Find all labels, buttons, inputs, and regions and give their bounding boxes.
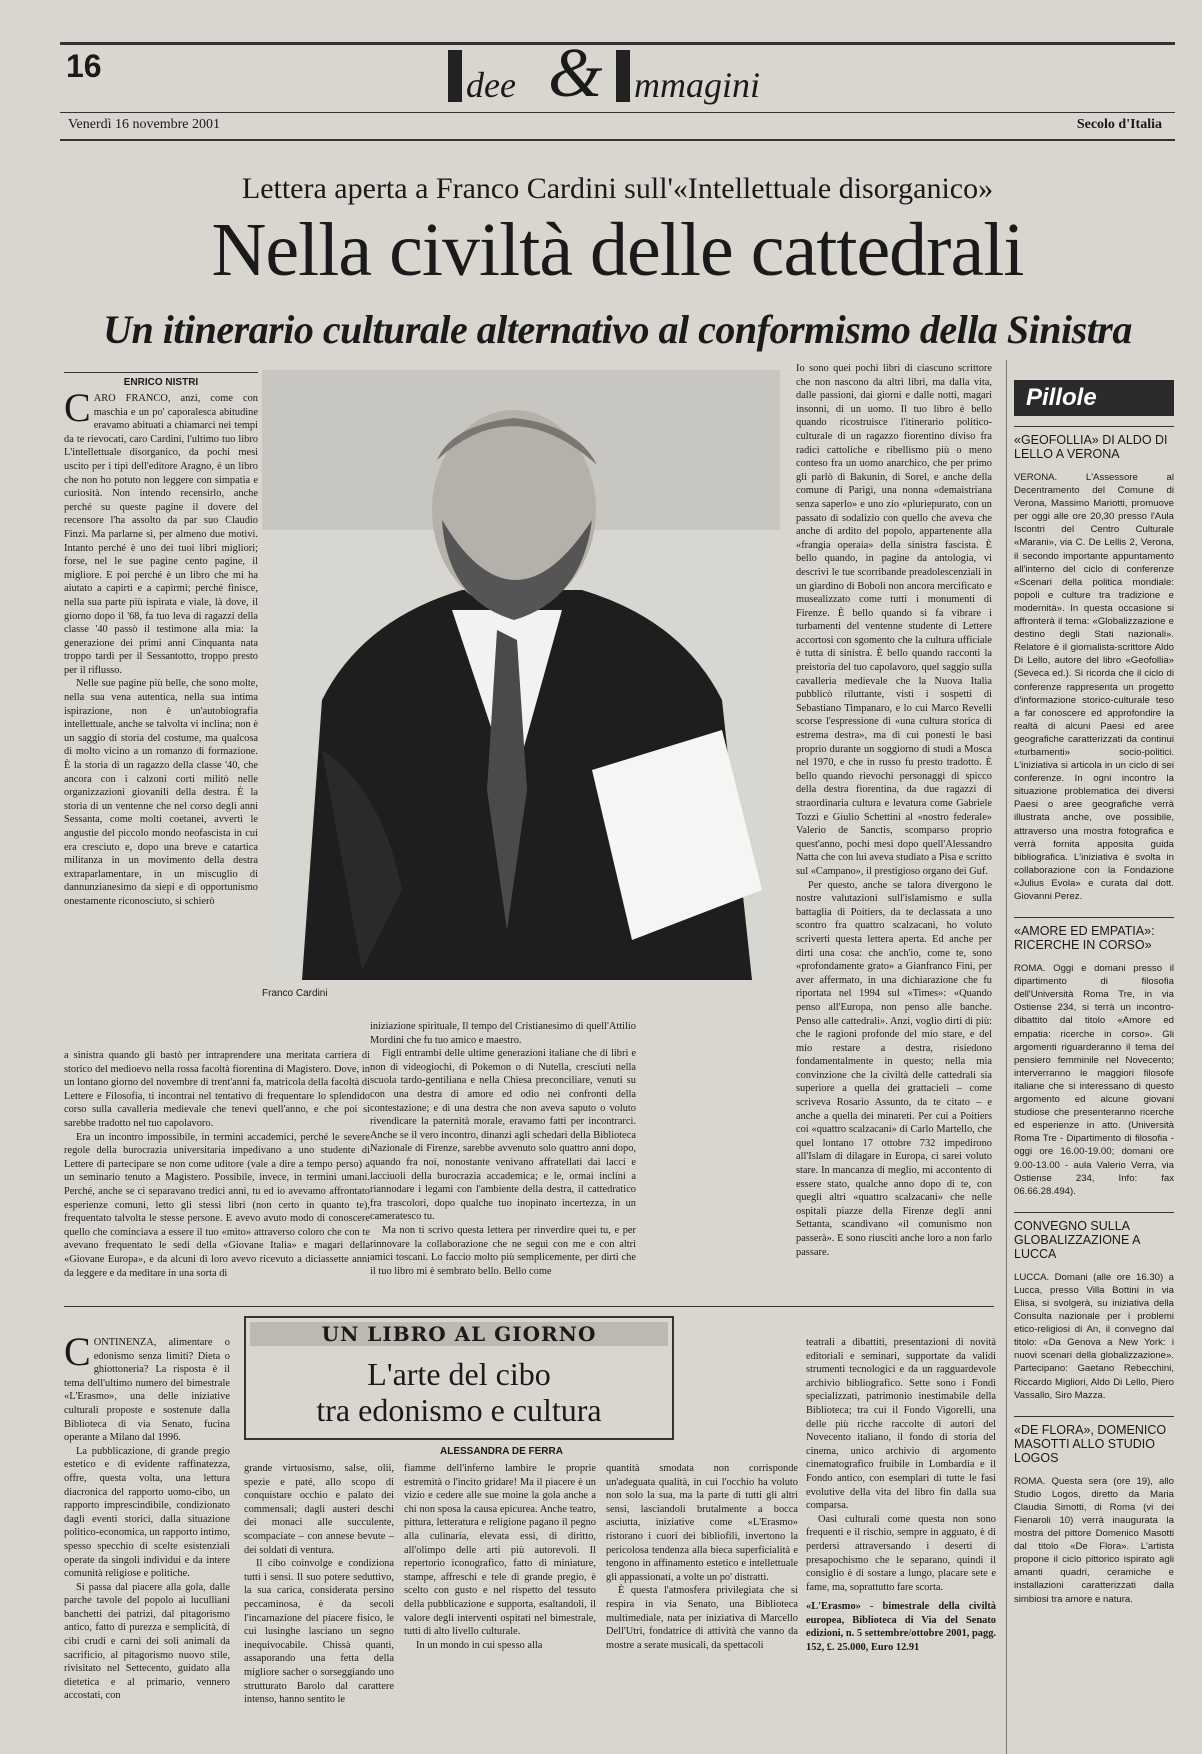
paragraph: iniziazione spirituale, Il tempo del Cristianesimo di quell'Attilio Mordini che fu tuo amico e maestro. [370, 1021, 636, 1046]
paragraph: Io sono quei pochi libri di ciascuno scrittore che non nascono da altri libri, ma dalla vita, dalle passioni, dai giorni e dalle notti, magari insonni, di un uomo. Il tuo libro è bello quando ricostruisce l'itinerario politico-culturale di un ragazzo fiorentino diviso fra radici cattoliche e ribellismo più o meno conteso fra un uomo anarchico, che per primo gli parlò di Bakunin, di Sorel, e anche della comune di Parigi, una nonna «demaistriana senza saperlo» e uno zio «pluriepurato, con un passato di sodalizio con quello che aveva che anche di ardito del popolo, appartenente alla «frangia operaia» della sinistra fascista. È bello quando, in pagine da antologia, vi descrivi le tue scorribande preadolescenziali in un giardino di Boboli non ancora mercificato e musealizzato come tutti i monumenti di Firenze. È bello quando si fa vibrare i turbamenti del ventenne studente di Lettere accortosi con sgomento che la cultura ufficiale è tutta di sinistra. È bello quando racconti la preistoria del tuo capolavoro, quel saggio sulla cavalleria medievale che la Nuova Italia pubblicò riluttante, visti i sospetti di Sebastiano Timpanaro, e lo cui Marco Revelli scorse l'espressione di «una cultura storica di estrema destra», ma di cui ponesti le basi proprio durante un soggiorno di studi a Mosca nel 1970, e che in russo fu presto tradotto. È bello quando rievochi personaggi di spicco della destra fiorentina, da due ragazzi di straordinaria cultura e levatura come Gabriele Tozzi e Giulio Schettini al «nostro federale» Valerio de Sanctis, scomparso proprio quest'anno, pochi mesi dopo quell'Alessandro Natta che con lui aveva studiato a Pisa e scritto sul «Campano», il prestigioso organo dei Guf. [796, 363, 992, 877]
photo-franco-cardini [262, 370, 780, 980]
book-banner: UN LIBRO AL GIORNO [250, 1322, 668, 1346]
article-author: ENRICO NISTRI [123, 377, 199, 388]
paragraph: Oasi culturali come questa non sono frequenti e il rischio, sempre in agguato, è di perdersi attraversando i deserti di presapochismo che le separano, quindi il consiglio è di sostare a lungo, placare sete e fame, ma, soprattutto fare scorta. [806, 1513, 996, 1593]
paragraph: Nelle sue pagine più belle, che sono molte, nella sua vena autentica, nella sua intima ispirazione, non è un'autobiografia intellettuale, anche se talvolta vi inclina; non è un saggio di storia del costume, ma qualcosa di molto vicino a un romanzo di formazione. È la storia di un ragazzo della classe '40, che ancora con i calzoni corti militò nelle organizzazioni giovanili della destra. È la storia di un ventenne che nel corso degli anni Sessanta, come molti coetanei, avvertì le angustie del piccolo mondo neofascista in cui era cresciuto e, dopo una breve e catartica militanza in un movimento della destra extraparlamentare, in un miscuglio di dannunzianesimo da siepi e di opportunismo onestamente riconosciuto, si schierò [64, 678, 258, 907]
article-col-3 [796, 362, 992, 1294]
paragraph: Figli entrambi delle ultime generazioni italiane che di libri e non di videogiochi, di Pokemon o di Nutella, cresciuti nella scuola tardo-gentiliana e nella Chiesa preconciliare, venuti su con una destra di amore ed odio nei confronti della contestazione; e di una destra che non aveva saputo o voluto rivendicare la paternità morale, eravamo fatti per incontrarci. Anche se il vero incontro, dinanzi agli schedari della Biblioteca Nazionale di Firenze, sarebbe avvenuto solo quattro anni dopo, quando fra noi, nonostante venivano affratellati dai lacci e lacciuoli della burocrazia accademica; e le, ormai inclini a riannodare i legami con l'ambiente della destra, il cattedratico fra trascolori, dopo qualche tuo inopinato incertezza, in un cameratesco tu. [370, 1048, 636, 1223]
paragraph: quantità smodata non corrisponde un'adeguata qualità, in cui l'occhio ha voluto non solo la sua, ma la parte di tutti gli altri sensi, lasciandoli brutalmente a bocca asciutta, iniziative come «L'Erasmo» ristorano i cuori dei bibliofili, invertono la pericolosa tendenza alla bieca superficialità e tengono in affinamento estetico e intellettuale gli appassionati, a volte un po' distratti. [606, 1463, 798, 1583]
headline: Nella civiltà delle cattedrali [211, 208, 1024, 292]
pillola-item [1014, 1416, 1174, 1606]
pillole-list [1014, 426, 1174, 1746]
pillola-title: «AMORE ED EMPATIA»: RICERCHE IN CORSO» [1014, 917, 1174, 952]
paragraph: Si passa dal piacere alla gola, dalle parche tavole del popolo ai luculliani banchetti dei patrizi, dal pitagorismo antico, fatto di purezza e semplicità, di cibi crudi e carni dei soli animali da sacrificio, al pitagorismo nuovo stile, rivisitato nel Settecento, guidato alla dietetica e al primario, vennero accostati, con [64, 1581, 230, 1702]
paragraph: Era un incontro impossibile, in termini accademici, perché le severe regole della burocrazia universitaria impedivano a uno studente di Lettere di partecipare se non come uditore (vale a dire a tempo perso) a un seminario tenuto a Magistero. Possibile, invece, in termini umani. Perché, anche se ci separavano tredici anni, tu ed io avevamo affrontato esperienze comuni, letto gli stessi libri (non certo in quanto te), frequentato talvolta le stesse persone. E avevo avuto modo di conoscere quello che cominciava a essere il tuo «mito» attraverso coloro che con te avevano frequentato le sedi della «Giovane Italia» e magari della «Giovane Europa», e da alcuni di loro avevo ricevuto a diciassette anni da leggere e da meditare in una sorta di [64, 1131, 370, 1279]
paragraph: teatrali a dibattiti, presentazioni di novità editoriali e seminari, supportate da validi strumenti tecnologici e da un ragguardevole archivio bibliografico. Sette sono i Fondi specializzati, patrimonio inestimabile della Biblioteca; tra cui il Fondo Vigorelli, una delle più ricche raccolte di autori del Novecento italiano, il fondo di storia del cinema, unico archivio di argomento cinematografico fruibile in Lombardia e il Fondo antico, con esemplari di tutte le fasi evolutive della vita del libro fin dalla sua comparsa. [806, 1337, 996, 1512]
pillola-item [1014, 917, 1174, 1198]
date-rule-bottom [60, 139, 1175, 141]
article-col-2 [370, 1020, 636, 1294]
dropcap: C [64, 1336, 91, 1374]
article-col-1 [64, 392, 258, 1048]
book-col-5 [806, 1336, 996, 1746]
book-col-1: CONTINENZA, alimentare o edonismo senza limiti? Dieta o ghiottoneria? La risposta è il tema dell'ultimo numero del bimestrale «L'Erasmo», una delle iniziative culturali proposte e sostenute dalla Biblioteca di via Senato, fucina operante a Milano dal 1996. La pubblicazione, di grande pregio estetico e di evidente raffinatezza, offre, questa volta, una lettura diacronica del rapporto uomo-cibo, un rapporto imprescindibile, condizionato dagli eventi storici, dalla situazione politico-economica, un rapporto intimo, spesso specchio di scelte esistenziali operate da singoli individui e da intere comunità religiose e politiche. Si passa dal piacere alla gola, dalle parche tavole del popolo ai luculliani banchetti dei patrizi, dal pitagorismo antico, fatto di purezza e semplicità, di cibi crudi e carni dei soli animali da sacrificio, al pitagorismo nuovo stile, rivisitato nel Settecento, guidato alla dietetica e al primario, vennero accostati, con [64, 1336, 230, 1702]
paragraph: fiamme dell'inferno lambire le proprie estremità o l'incito gridare! Ma il piacere è un vizio e cedere alle sue moine la gola anche a chi non sposa la causa epicurea. Anche teatro, pittura, letteratura e religione pagano il pegno alla culinaria, elevata essi, di diritto, all'olimpo delle arti più autorevoli. Il repertorio iconografico, fatto di miniature, stampe, affreschi e tele di grande pregio, è scelto con gusto e nel rispetto del tessuto della pubblicazione e supporta, esaltandoli, il valore degli interventi ospitati nel bimestrale, tutti di alto livello culturale. [404, 1463, 596, 1638]
section-title [448, 35, 808, 112]
pillola-title: CONVEGNO SULLA GLOBALIZZAZIONE A LUCCA [1014, 1212, 1174, 1261]
pillola-item [1014, 1212, 1174, 1402]
book-footnote: «L'Erasmo» - bimestrale della civiltà europea, Biblioteca di Via del Senato edizioni, n. 5 settembre/ottobre 2001, pagg. 152, £. 25.000, Euro 12.91 [806, 1601, 996, 1654]
section-bar-right [616, 50, 630, 102]
book-col-4 [606, 1462, 798, 1746]
paragraph: Per questo, anche se talora divergono le nostre valutazioni sull'islamismo e sulla battaglia di Poitiers, da te declassata a uno scontro fra quattro scalzacani, ho voluto scriverti questa lettera aperta. Ed anche per dirti una cosa: che anch'io, come te, sono «profondamente grato» a Gianfranco Fini, per aver affermato, in una dichiarazione che fu riportata nel 1994 sul «Times»: «Quando penso all'Europa, non penso alle banche. Penso alle cattedrali». Anzi, voglio dirti di più: che le ragioni profonde del mio stare, e del mio restare a destra, risiedono fondamentalmente in questo; nella mia convinzione che la civiltà delle cattedrali sia superiore a quella dei grattacieli – come scriveva Rosario Assunto, da te citato – e anche a quella dei minareti. Per cui a Poitiers coi «quattro scalzacani» di Carlo Martello, che quel lontano 17 ottobre 732 impedirono all'Islam di dilagare in Europa, ci sarei voluto stare. In mancanza di meglio, mi accontento di essere stato, qualche anno dopo di te, con quegli altri «quattro scalzacani» che nelle ospitali piazze della Firenze degli anni Settanta, scandivano «il comunismo non passerà». E sono riusciti anche loro a non farlo passare. [796, 879, 992, 1258]
kicker: Lettera aperta a Franco Cardini sull'«Intellettuale disorganico» [241, 172, 994, 205]
page-number: 16 [66, 48, 102, 84]
subheadline: Un itinerario culturale alternativo al conformismo della Sinistra [103, 307, 1132, 352]
date-rule-top [60, 112, 1175, 113]
book-col-3 [404, 1462, 596, 1746]
portrait-illustration [262, 370, 780, 980]
paragraph: È questa l'atmosfera privilegiata che si respira in via Senato, una Biblioteca multimediale, nata per iniziativa di Marcello Dell'Utri, fondatrice di attività che vanno da mostre a serate musicali, da spettacoli [606, 1585, 798, 1651]
section-bar-left [448, 50, 462, 102]
pillola-body: ROMA. Oggi e domani presso il dipartimento di filosofia dell'Università Roma Tre, in via Ostiense 234, si terrà un incontro-dibattito dal titolo «Amore ed empatia: ricerche in corso». Gli argomenti riguarderanno il tema del pensiero femminile nel Novecento; interverranno le maggiori filosofe italiane che si interessano di questo argomento ed alcune giovani studiose che presenteranno ricerche ed esperienze in atto. (Università Roma Tre - Dipartimento di filosofia - oggi ore 16.00-19.00; domani ore 9.00-13.00 - aula Valerio Verra, via Ostiense 234, Info: fax 06.66.28.494). [1014, 963, 1174, 1197]
book-headline-box [244, 1316, 674, 1440]
issue-date: Venerdì 16 novembre 2001 [68, 117, 221, 132]
section-word-1: dee [466, 65, 516, 105]
dropcap: C [64, 392, 91, 430]
pillola-body: VERONA. L'Assessore al Decentramento del Comune di Verona, Massimo Mariotti, promuove per oggi alle ore 20,30 presso l'Aula Iscontri del Centro Culturale «Marani», via C. De Lellis 2, Verona, il secondo importante appuntamento all'interno del ciclo di conferenze «Scenari della politica mondiale: popoli e culture tra tradizione e modernità». In questa occasione si affronterà il tema: «Globalizzazione e destino degli Stati nazionali». Relatore è il giornalista-scrittore Aldo Di Lello, autore del libro «Geofollia» (Seveca ed.). Si ricorda che il ciclo di conferenze rappresenta un progetto d'informazione storico-culturale teso a far conoscere ed approfondire la realtà di alcuni Paesi ed aree geografiche caratterizzati da continui «turbamenti» socio-politici. L'iniziativa si articola in un ciclo di sei conferenze. In ogni incontro la situazione problematica dei diversi Paesi o aree geografiche verrà illustrata anche, ove possibile, attraverso una mostra fotografica e verrà fornita apposita guida bibliografica. L'iniziativa è svolta in collaborazione con la Fondazione «Julius Evola» e curata dal dott. Giovanni Perez. [1014, 472, 1174, 902]
book-author: ALESSANDRA DE FERRA [440, 1446, 563, 1457]
pillola-body: ROMA. Questa sera (ore 19), allo Studio Logos, diretto da Maria Claudia Simotti, di Roma (vi dei Fienaroli 10) verrà inaugurata la mostra del pittore Domenico Masotti dal titolo «De Flora». L'artista propone il ciclo pittorico ispirato agli amanti quadri, ceramiche e installazioni caratterizzati dalla simbiosi tra amore e natura. [1014, 1475, 1174, 1605]
paragraph: Il cibo coinvolge e condiziona tutti i sensi. Il suo potere seduttivo, la sua carica, considerata persino peccaminosa, è da secoli l'incarnazione del piacere fisico, le cui lusinghe lasciano un segno inequivocabile. Chissà quanti, assaporando una fetta della migliore sacher o sorseggiando uno strutturato Barolo dal carattere intenso, hanno sentito le [244, 1558, 394, 1706]
book-col-2 [244, 1462, 394, 1746]
pillola-title: «GEOFOLLIA» DI ALDO DI LELLO A VERONA [1014, 426, 1174, 461]
photo-caption: Franco Cardini [262, 988, 328, 999]
article-col-1-tail [64, 1049, 370, 1294]
book-headline: L'arte del cibo tra edonismo e cultura [316, 1356, 602, 1428]
newspaper-name: Secolo d'Italia [1076, 117, 1162, 132]
section-ampersand: & [548, 35, 603, 112]
author-rule [64, 372, 258, 373]
section-word-2: mmagini [634, 65, 760, 105]
pillole-header: Pillole [1014, 380, 1174, 416]
paragraph: In un mondo in cui spesso alla [416, 1639, 543, 1651]
section-divider [64, 1306, 994, 1307]
paragraph: La pubblicazione, di grande pregio estetico e di evidente raffinatezza, offre, questa volta, una lettura diacronica del rapporto uomo-cibo, un rapporto imprescindibile, condizionato dagli eventi storici, dalla situazione politico-economica, un rapporto intimo, spesso specchio di scelte esistenziali operate da singoli individui e da intere comunità religiose e politiche. [64, 1445, 230, 1580]
pillola-body: LUCCA. Domani (alle ore 16.30) a Lucca, presso Villa Bottini in via Elisa, si svolgerà, su iniziativa della Consulta nazionale per i problemi etico-religiosi di An, il convegno dal titolo: «Da Genova a New York: i nuovi scenari della globalizzazione». Partecipano: Gaetano Rebecchini, Riccardo Migliori, Aldo Di Lello, Piero Vassallo, Siro Mazza. [1014, 1271, 1174, 1401]
sidebar-divider [1006, 360, 1007, 1754]
paragraph: a sinistra quando gli bastò per intraprendere una meritata carriera di storico del medioevo nella rossa facoltà fiorentina di Magistero. Dove, in un lontano giorno del novembre di trent'anni fa, matricola della facoltà di Lettere e Filosofia, ti incontrai nel tentativo di frequentare lo splendido corso sulla cavalleria medievale che tenevi quell'anno, e che poi si sarebbe tradotto nel tuo capolavoro. [64, 1050, 370, 1129]
pillola-item [1014, 426, 1174, 903]
pillola-title: «DE FLORA», DOMENICO MASOTTI ALLO STUDIO LOGOS [1014, 1416, 1174, 1465]
paragraph: ARO FRANCO, anzi, come con maschia e un po' caporalesca abitudine eravamo abituati a chiamarci nei tempi da te rievocati, caro Cardini, l'ultimo tuo libro L'intellettuale disorganico, da pochi mesi uscito per i tipi dell'editore Aragno, è un libro che non ho potuto non leggere con simpatia e curiosità. Non intendo recensirlo, anche perché su queste pagine il dovere del recensore l'ha assolto da par suo Claudio Finzi. Ma parlarne sì, per almeno due motivi. Intanto perché è uno dei tuoi libri migliori; forse, nel le sue pagine cento pagine, il migliore. E poi perché è un libro che mi ha aiutato a capirti e a capirmi; perché finisce, nella sua parte più ispirata e viale, là dove, il giorno dopo il '68, fa tuo leva di ragazzi della classe '40 passò il testimone alla mia: la generazione dei primi anni Cinquanta nata troppo tardi per il Sessantotto, troppo presto per il riflusso. [64, 393, 258, 676]
paragraph: Ma non ti scrivo questa lettera per rinverdire quei tu, e per rinnovare la collaborazione che ne seguì con me e con altri amici toscani. Lo faccio molto più semplicemente, per dirti che il tuo libro mi è sembrato bello. Bello come [370, 1224, 636, 1277]
paragraph: grande virtuosismo, salse, olii, spezie e paté, allo scopo di conquistare occhio e palato dei commensali; dagli austeri deschi dei monaci alle succulente, scompaciate – con annese bevute – dei soldati di ventura. [244, 1463, 394, 1556]
